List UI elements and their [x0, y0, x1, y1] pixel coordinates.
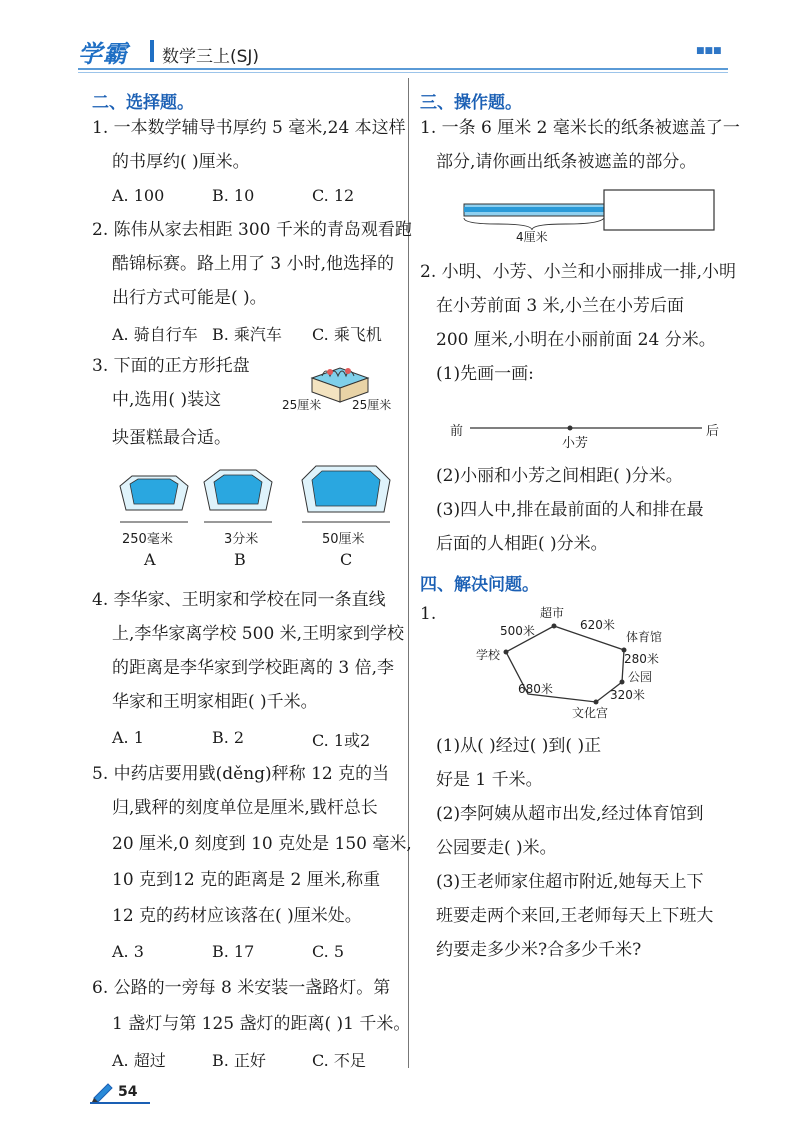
palace-label: 文化宫 — [572, 706, 609, 720]
header-rule — [78, 68, 728, 70]
tray-b-size: 3分米 — [224, 532, 259, 547]
r3-number: 1. — [420, 604, 437, 624]
r1-line2: 部分,请你画出纸条被遮盖的部分。 — [436, 152, 697, 172]
corner-mark: ■■■ — [696, 46, 722, 56]
q4-line4: 华家和王明家相距( )千米。 — [112, 692, 318, 712]
r2-sub2: (2)小丽和小芳之间相距( )分米。 — [436, 466, 683, 486]
gym-label: 体育馆 — [626, 630, 663, 644]
q6-option-a: A. 超过 — [112, 1051, 166, 1070]
q2-option-b: B. 乘汽车 — [212, 325, 282, 344]
section-operation-title: 三、操作题。 — [420, 93, 522, 113]
r3-sub1a: (1)从( )经过( )到( )正 — [436, 736, 602, 756]
r3-sub1b: 好是 1 千米。 — [436, 770, 543, 790]
r3-sub3b: 班要走两个来回,王老师每天上下班大 — [436, 906, 714, 926]
r3-sub3c: 约要走多少米?合多少千米? — [436, 940, 642, 960]
q5-line1: 5. 中药店要用戥(děng)秤称 12 克的当 — [92, 764, 390, 784]
xiaofang-label: 小芳 — [562, 436, 589, 451]
q1-option-c: C. 12 — [312, 186, 355, 205]
back-label: 后 — [706, 424, 720, 439]
footer-rule — [90, 1102, 150, 1104]
r1-line1: 1. 一条 6 厘米 2 毫米长的纸条被遮盖了一 — [420, 118, 740, 138]
q6-option-c: C. 不足 — [312, 1051, 366, 1070]
q4-option-b: B. 2 — [212, 728, 245, 747]
q5-option-c: C. 5 — [312, 942, 345, 961]
brand-logo: 学霸 — [78, 40, 128, 68]
q4-line3: 的距离是李华家到学校距离的 3 倍,李 — [112, 658, 395, 678]
q1-line1: 1. 一本数学辅导书厚约 5 毫米,24 本这样 — [92, 118, 406, 138]
q4-option-a: A. 1 — [112, 728, 144, 747]
dist-gym-park: 280米 — [624, 652, 659, 666]
q2-line2: 酷锦标赛。路上用了 3 小时,他选择的 — [112, 254, 395, 274]
q6-option-b: B. 正好 — [212, 1051, 266, 1070]
dist-school-palace: 680米 — [518, 682, 553, 696]
r2-line1: 2. 小明、小芳、小兰和小丽排成一排,小明 — [420, 262, 737, 282]
q4-option-c: C. 1或2 — [312, 731, 371, 750]
r2-line3: 200 厘米,小明在小丽前面 24 分米。 — [436, 330, 716, 350]
subject-title: 数学三上(SJ) — [162, 47, 260, 67]
cake-depth-label: 25厘米 — [352, 398, 392, 412]
supermarket-label: 超市 — [540, 606, 565, 620]
tray-c-size: 50厘米 — [322, 532, 365, 547]
q2-option-c: C. 乘飞机 — [312, 325, 382, 344]
r2-sub3b: 后面的人相距( )分米。 — [436, 534, 608, 554]
r2-sub3a: (3)四人中,排在最前面的人和排在最 — [436, 500, 704, 520]
front-label: 前 — [450, 424, 464, 439]
r3-sub3a: (3)王老师家住超市附近,她每天上下 — [436, 872, 704, 892]
q3-line1: 3. 下面的正方形托盘 — [92, 356, 250, 376]
dist-school-supermarket: 500米 — [500, 624, 535, 638]
r2-sub1: (1)先画一画: — [436, 364, 534, 384]
section-solve-title: 四、解决问题。 — [420, 575, 539, 595]
q5-line3: 20 厘米,0 刻度到 10 克处是 150 毫米, — [112, 834, 412, 854]
q5-line4: 10 克到12 克的距离是 2 厘米,称重 — [112, 870, 381, 890]
q3-label-c: C — [340, 550, 353, 569]
page-header — [78, 30, 728, 70]
q5-option-a: A. 3 — [112, 942, 144, 961]
cake-width-label: 25厘米 — [282, 398, 322, 412]
q3-line2: 中,选用( )装这 — [112, 390, 222, 410]
q4-line1: 4. 李华家、王明家和学校在同一条直线 — [92, 590, 386, 610]
tray-a-size: 250毫米 — [122, 532, 173, 547]
tray-c — [302, 466, 390, 522]
q1-option-b: B. 10 — [212, 186, 255, 205]
q5-option-b: B. 17 — [212, 942, 255, 961]
q2-line3: 出行方式可能是( )。 — [112, 288, 267, 308]
tray-a — [120, 476, 188, 522]
q2-line1: 2. 陈伟从家去相距 300 千米的青岛观看跑 — [92, 220, 412, 240]
q1-option-a: A. 100 — [112, 186, 165, 205]
q1-line2: 的书厚约( )厘米。 — [112, 152, 250, 172]
page-number: 54 — [118, 1084, 138, 1100]
q4-line2: 上,李华家离学校 500 米,王明家到学校 — [112, 624, 405, 644]
trays-illustration — [112, 462, 402, 532]
q2-option-a: A. 骑自行车 — [112, 325, 198, 344]
q5-line2: 归,戥秤的刻度单位是厘米,戥杆总长 — [112, 798, 378, 818]
park-label: 公园 — [628, 670, 653, 684]
paper-strip-figure — [460, 186, 720, 240]
r3-sub2a: (2)李阿姨从超市出发,经过体育馆到 — [436, 804, 704, 824]
section-choice-title: 二、选择题。 — [92, 93, 194, 113]
r3-sub2b: 公园要走( )米。 — [436, 838, 557, 858]
q3-label-a: A — [144, 550, 156, 569]
q3-label-b: B — [234, 550, 246, 569]
school-label: 学校 — [476, 648, 501, 662]
dist-park-palace: 320米 — [610, 688, 645, 702]
logo-divider — [150, 40, 154, 62]
strip-length-label: 4厘米 — [516, 230, 548, 244]
r2-line2: 在小芳前面 3 米,小兰在小芳后面 — [436, 296, 685, 316]
header-rule-thin — [78, 72, 728, 73]
tray-b — [204, 470, 272, 522]
q6-line1: 6. 公路的一旁每 8 米安装一盏路灯。第 — [92, 978, 391, 998]
pencil-icon — [90, 1082, 116, 1102]
q5-line5: 12 克的药材应该落在( )厘米处。 — [112, 906, 362, 926]
dist-supermarket-gym: 620米 — [580, 618, 615, 632]
q3-line3: 块蛋糕最合适。 — [112, 428, 231, 448]
q6-line2: 1 盏灯与第 125 盏灯的距离( )1 千米。 — [112, 1014, 411, 1034]
